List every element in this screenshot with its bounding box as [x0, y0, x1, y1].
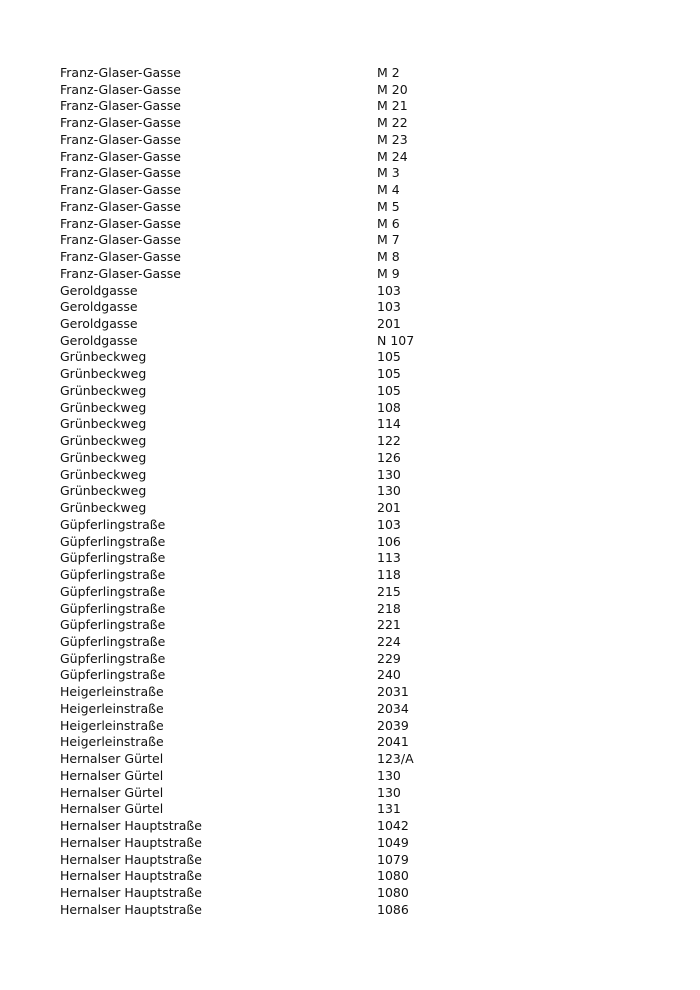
street-name: Güpferlingstraße: [60, 533, 166, 549]
street-name: Güpferlingstraße: [60, 633, 166, 649]
street-name: Geroldgasse: [60, 299, 138, 315]
table-row: [60, 734, 560, 751]
table-row: [60, 266, 560, 283]
street-name: Franz-Glaser-Gasse: [60, 165, 181, 181]
table-row: [60, 366, 560, 383]
house-number: M 5: [377, 198, 400, 214]
table-row: [60, 768, 560, 785]
table-row: [60, 684, 560, 701]
house-number: 103: [377, 282, 401, 298]
street-name: Geroldgasse: [60, 282, 138, 298]
table-row: [60, 383, 560, 400]
house-number: 130: [377, 767, 401, 783]
house-number: 224: [377, 633, 401, 649]
street-name: Geroldgasse: [60, 316, 138, 332]
street-name: Güpferlingstraße: [60, 550, 166, 566]
table-row: [60, 232, 560, 249]
street-name: Heigerleinstraße: [60, 684, 164, 700]
street-name: Grünbeckweg: [60, 449, 147, 465]
table-row: [60, 902, 560, 919]
street-name: Güpferlingstraße: [60, 650, 166, 666]
address-list: [60, 65, 560, 918]
house-number: 105: [377, 366, 401, 382]
house-number: M 22: [377, 115, 408, 131]
street-name: Grünbeckweg: [60, 433, 147, 449]
house-number: 1049: [377, 834, 409, 850]
house-number: 218: [377, 600, 401, 616]
street-name: Güpferlingstraße: [60, 567, 166, 583]
street-name: Grünbeckweg: [60, 382, 147, 398]
street-name: Güpferlingstraße: [60, 516, 166, 532]
house-number: 123/A: [377, 751, 414, 767]
street-name: Grünbeckweg: [60, 366, 147, 382]
house-number: 240: [377, 667, 401, 683]
table-row: [60, 835, 560, 852]
house-number: M 4: [377, 182, 400, 198]
table-row: [60, 316, 560, 333]
street-name: Hernalser Hauptstraße: [60, 901, 202, 917]
table-row: [60, 601, 560, 618]
street-name: Franz-Glaser-Gasse: [60, 148, 181, 164]
house-number: 215: [377, 583, 401, 599]
street-name: Heigerleinstraße: [60, 700, 164, 716]
street-name: Franz-Glaser-Gasse: [60, 215, 181, 231]
street-name: Geroldgasse: [60, 332, 138, 348]
street-name: Hernalser Hauptstraße: [60, 884, 202, 900]
table-row: [60, 283, 560, 300]
house-number: M 3: [377, 165, 400, 181]
house-number: 130: [377, 483, 401, 499]
house-number: 103: [377, 516, 401, 532]
table-row: [60, 216, 560, 233]
table-row: [60, 115, 560, 132]
house-number: M 7: [377, 232, 400, 248]
house-number: 1042: [377, 818, 409, 834]
table-row: [60, 667, 560, 684]
table-row: [60, 450, 560, 467]
street-name: Hernalser Gürtel: [60, 767, 164, 783]
street-name: Grünbeckweg: [60, 500, 147, 516]
street-name: Franz-Glaser-Gasse: [60, 182, 181, 198]
street-name: Hernalser Gürtel: [60, 751, 164, 767]
table-row: [60, 165, 560, 182]
house-number: 114: [377, 416, 401, 432]
house-number: M 24: [377, 148, 408, 164]
table-row: [60, 818, 560, 835]
house-number: N 107: [377, 332, 415, 348]
table-row: [60, 433, 560, 450]
street-name: Hernalser Gürtel: [60, 784, 164, 800]
house-number: 1086: [377, 901, 409, 917]
street-name: Franz-Glaser-Gasse: [60, 98, 181, 114]
table-row: [60, 567, 560, 584]
table-row: [60, 98, 560, 115]
street-name: Grünbeckweg: [60, 483, 147, 499]
table-row: [60, 751, 560, 768]
street-name: Grünbeckweg: [60, 466, 147, 482]
table-row: [60, 416, 560, 433]
house-number: M 6: [377, 215, 400, 231]
house-number: 105: [377, 382, 401, 398]
street-name: Franz-Glaser-Gasse: [60, 65, 181, 80]
house-number: 126: [377, 449, 401, 465]
street-name: Güpferlingstraße: [60, 667, 166, 683]
house-number: M 2: [377, 65, 400, 80]
table-row: [60, 701, 560, 718]
house-number: 229: [377, 650, 401, 666]
street-name: Güpferlingstraße: [60, 617, 166, 633]
house-number: 221: [377, 617, 401, 633]
street-name: Heigerleinstraße: [60, 734, 164, 750]
house-number: 1080: [377, 884, 409, 900]
house-number: 2039: [377, 717, 409, 733]
table-row: [60, 333, 560, 350]
house-number: M 23: [377, 131, 408, 147]
street-name: Franz-Glaser-Gasse: [60, 265, 181, 281]
street-name: Güpferlingstraße: [60, 583, 166, 599]
house-number: 113: [377, 550, 401, 566]
house-number: 201: [377, 316, 401, 332]
street-name: Grünbeckweg: [60, 349, 147, 365]
street-name: Güpferlingstraße: [60, 600, 166, 616]
house-number: 103: [377, 299, 401, 315]
street-name: Franz-Glaser-Gasse: [60, 131, 181, 147]
street-name: Franz-Glaser-Gasse: [60, 115, 181, 131]
street-name: Franz-Glaser-Gasse: [60, 81, 181, 97]
house-number: 118: [377, 567, 401, 583]
table-row: [60, 400, 560, 417]
house-number: M 8: [377, 249, 400, 265]
street-name: Franz-Glaser-Gasse: [60, 198, 181, 214]
table-row: [60, 149, 560, 166]
table-row: [60, 349, 560, 366]
house-number: 2031: [377, 684, 409, 700]
street-name: Hernalser Hauptstraße: [60, 834, 202, 850]
table-row: [60, 467, 560, 484]
house-number: 108: [377, 399, 401, 415]
table-row: [60, 634, 560, 651]
street-name: Franz-Glaser-Gasse: [60, 232, 181, 248]
table-row: [60, 249, 560, 266]
table-row: [60, 718, 560, 735]
table-row: [60, 299, 560, 316]
street-name: Hernalser Gürtel: [60, 801, 164, 817]
house-number: M 21: [377, 98, 408, 114]
table-row: [60, 868, 560, 885]
table-row: [60, 132, 560, 149]
house-number: 1079: [377, 851, 409, 867]
street-name: Hernalser Hauptstraße: [60, 868, 202, 884]
house-number: 130: [377, 466, 401, 482]
house-number: 105: [377, 349, 401, 365]
street-name: Hernalser Hauptstraße: [60, 851, 202, 867]
street-name: Grünbeckweg: [60, 416, 147, 432]
house-number: 122: [377, 433, 401, 449]
table-row: [60, 801, 560, 818]
street-name: Heigerleinstraße: [60, 717, 164, 733]
house-number: 2034: [377, 700, 409, 716]
table-row: [60, 885, 560, 902]
table-row: [60, 852, 560, 869]
house-number: M 9: [377, 265, 400, 281]
table-row: [60, 584, 560, 601]
table-row: [60, 550, 560, 567]
house-number: 106: [377, 533, 401, 549]
house-number: 2041: [377, 734, 409, 750]
house-number: 1080: [377, 868, 409, 884]
table-row: [60, 617, 560, 634]
table-row: [60, 517, 560, 534]
table-row: [60, 500, 560, 517]
house-number: 131: [377, 801, 401, 817]
house-number: M 20: [377, 81, 408, 97]
table-row: [60, 65, 560, 82]
table-row: [60, 785, 560, 802]
table-row: [60, 483, 560, 500]
table-row: [60, 182, 560, 199]
table-row: [60, 199, 560, 216]
table-row: [60, 534, 560, 551]
street-name: Hernalser Hauptstraße: [60, 818, 202, 834]
table-row: [60, 651, 560, 668]
house-number: 201: [377, 500, 401, 516]
table-row: [60, 82, 560, 99]
house-number: 130: [377, 784, 401, 800]
street-name: Franz-Glaser-Gasse: [60, 249, 181, 265]
street-name: Grünbeckweg: [60, 399, 147, 415]
